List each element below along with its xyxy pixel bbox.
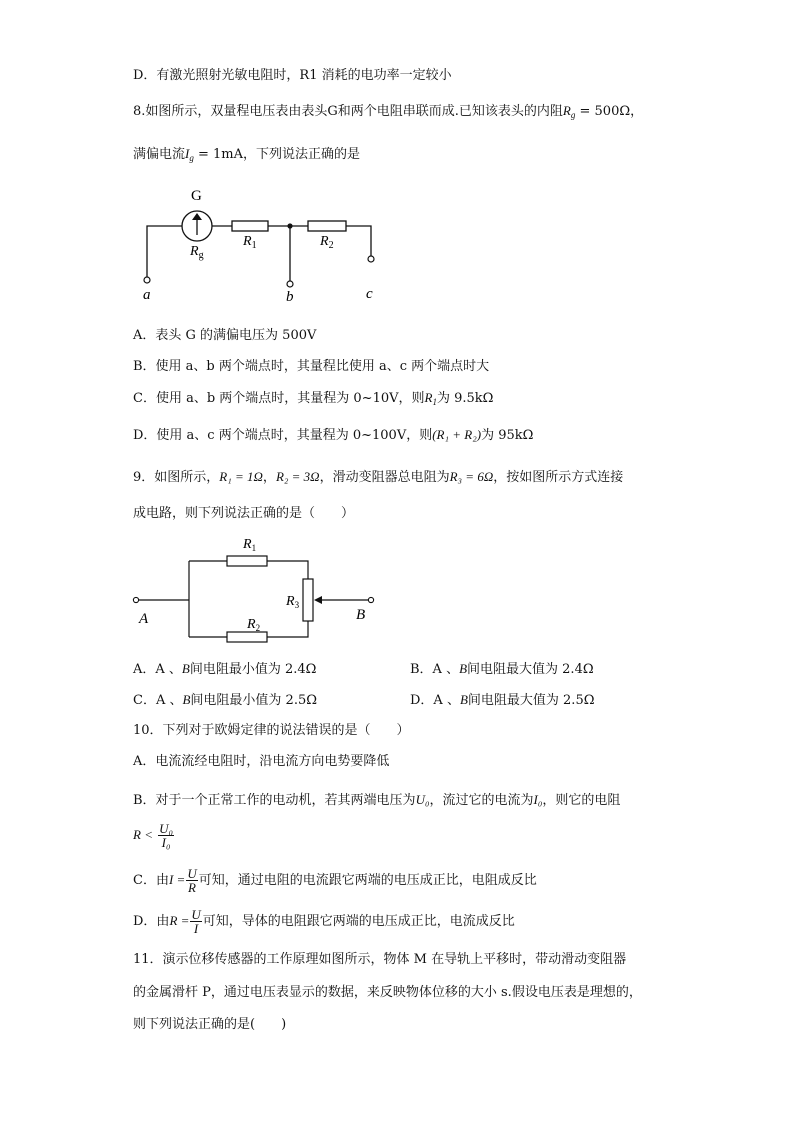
q8-option-c-text1: C．使用 a、b 两个端点时，其量程为 0~10V，则	[133, 391, 425, 406]
q10-option-b-text3: ，则它的电阻	[542, 793, 621, 808]
q10-option-d-lhs: R =	[169, 913, 190, 928]
q9-stem-text3: ，按如图所示方式连接	[493, 470, 624, 485]
q8-rg-value: = 500Ω，	[575, 104, 644, 119]
q9-option-c-text: 间电阻最小值为 2.5Ω	[190, 693, 318, 708]
q10-option-c	[133, 865, 537, 896]
q9-r3: R₃ = 6Ω	[449, 469, 494, 484]
terminal-b-dot	[287, 281, 293, 287]
q9-option-a-text: 间电阻最小值为 2.4Ω	[189, 662, 317, 677]
q10-option-d-den: I	[193, 921, 199, 936]
q8-option-d-expr: (R₁ + R₂)	[432, 427, 482, 442]
q9-r2: R₂ = 3Ω	[275, 469, 320, 484]
q9-option-b-b: B	[459, 661, 468, 676]
q9-option-b-text: 间电阻最大值为 2.4Ω	[467, 662, 594, 677]
q9-option-a	[133, 659, 316, 680]
meter-res-label: $R_g$	[190, 244, 204, 261]
q11-stem-line1: 11．演示位移传感器的工作原理如图所示，物体 M 在导轨上平移时，带动滑动变阻器	[133, 952, 627, 967]
q10-option-d-num: U	[191, 907, 201, 922]
q9-stem-text1: 9．如图所示，	[133, 470, 220, 485]
q9-sep: ，	[262, 470, 276, 485]
q9-stem-line1	[133, 467, 623, 488]
arrow-up-icon	[192, 213, 202, 220]
q10-option-c-fraction	[186, 867, 197, 894]
q9-option-a-prefix: A．A 、	[133, 662, 182, 677]
r2-label: $R_2$	[320, 234, 334, 251]
q9-option-d	[410, 690, 595, 711]
q9-option-d-b: B	[459, 692, 468, 707]
q10-option-c-text1: C．由	[133, 873, 169, 888]
junction-dot	[287, 223, 292, 228]
q10-option-c-text2: 可知，通过电阻的电流跟它两端的电压成正比，电阻成反比	[198, 873, 537, 888]
q10-option-a: A．电流流经电阻时，沿电流方向电势要降低	[133, 754, 390, 769]
q10-formula-fraction	[158, 822, 174, 849]
q8-stem-text2: 满偏电流	[133, 147, 186, 162]
q10-option-b-formula	[133, 822, 175, 849]
terminal-b-label: b	[286, 289, 294, 305]
meter-label: G	[191, 188, 202, 204]
q7-option-d: D．有激光照射光敏电阻时，R1 消耗的电功率一定较小	[133, 68, 452, 83]
q8-option-b: B．使用 a、b 两个端点时，其量程比使用 a、c 两个端点时大	[133, 359, 490, 374]
resistor-r1	[232, 221, 268, 231]
r1-label: $R_1$	[243, 537, 257, 553]
q8-option-a: A．表头 G 的满偏电压为 500V	[133, 328, 317, 343]
q9-stem-text2: ，滑动变阻器总电阻为	[319, 470, 450, 485]
q10-option-c-lhs: I =	[168, 872, 186, 887]
q8-circuit-diagram	[135, 180, 395, 310]
terminal-a-dot	[144, 277, 150, 283]
q10-option-d-fraction	[190, 908, 201, 935]
resistor-r1	[227, 556, 267, 566]
resistor-r3-rheostat	[303, 579, 313, 621]
q8-option-d-text2: 为 95kΩ	[481, 428, 534, 443]
q9-r1: R₁ = 1Ω	[219, 469, 263, 484]
q8-option-c	[133, 388, 493, 412]
q8-stem-line1	[133, 101, 643, 125]
q9-option-b-prefix: B．A 、	[410, 662, 460, 677]
q9-option-b	[410, 659, 594, 680]
q8-stem-text3: ，下列说法正确的是	[243, 147, 361, 162]
resistor-r2	[308, 221, 346, 231]
q10-option-b-i0: I₀	[533, 792, 543, 807]
q9-stem-line2: 成电路，则下列说法正确的是（ ）	[133, 506, 355, 521]
terminal-c-label: c	[366, 286, 373, 302]
q8-ig-value: = 1mA	[193, 147, 244, 162]
q10-option-d	[133, 906, 515, 937]
r3-label: $R_3$	[286, 594, 300, 610]
q10-option-b-text1: B．对于一个正常工作的电动机，若其两端电压为	[133, 793, 416, 808]
q10-option-b-u0: U₀	[415, 792, 430, 807]
q8-stem-text: 8.如图所示，双量程电压表由表头G和两个电阻串联而成.已知该表头的内阻	[133, 104, 563, 119]
q9-option-d-text: 间电阻最大值为 2.5Ω	[467, 693, 595, 708]
terminal-a-label: A	[139, 611, 149, 627]
q8-option-c-text2: 为 9.5kΩ	[436, 391, 494, 406]
terminal-a-dot	[133, 597, 138, 602]
terminal-a-label: a	[143, 287, 151, 303]
q9-option-c	[133, 690, 317, 711]
q8-rg-sub: g	[570, 110, 576, 120]
q9-circuit-diagram	[128, 532, 378, 644]
q11-stem-line3: 则下列说法正确的是( )	[133, 1017, 287, 1032]
terminal-c-dot	[368, 256, 374, 262]
q8-option-c-sub: 1	[432, 397, 437, 407]
q10-option-c-num: U	[187, 866, 197, 881]
q9-option-c-b: B	[182, 692, 191, 707]
r2-label: $R_2$	[247, 617, 261, 633]
q10-option-b-text2: ，流过它的电流为	[429, 793, 534, 808]
q10-option-d-text2: 可知，导体的电阻跟它两端的电压成正比，电流成反比	[202, 914, 515, 929]
q10-option-b	[133, 790, 620, 811]
q10-option-c-den: R	[188, 880, 196, 895]
q11-stem-line2: 的金属滑杆 P，通过电压表显示的数据，来反映物体位移的大小 s.假设电压表是理想的，	[133, 985, 642, 1000]
q8-option-d	[133, 425, 533, 446]
q9-option-d-prefix: D．A 、	[410, 693, 460, 708]
q9-option-c-prefix: C．A 、	[133, 693, 183, 708]
q8-ig-sub: g	[189, 153, 194, 163]
slider-arrow-icon	[314, 596, 322, 604]
q8-rg-symbol: R	[562, 103, 571, 118]
q10-formula-den: I₀	[161, 835, 171, 850]
terminal-b-label: B	[356, 607, 366, 623]
q8-ig-symbol: I	[185, 146, 190, 161]
resistor-r2	[227, 632, 267, 642]
q8-option-d-text1: D．使用 a、c 两个端点时，其量程为 0~100V，则	[133, 428, 433, 443]
q10-formula-num: U₀	[159, 821, 174, 836]
terminal-b-dot	[368, 597, 373, 602]
q9-option-a-b: B	[181, 661, 190, 676]
q8-stem-line2	[133, 144, 360, 168]
r1-label: $R_1$	[243, 234, 257, 251]
q8-option-c-symbol: R	[424, 390, 433, 405]
q10-option-d-text1: D．由	[133, 914, 170, 929]
q10-formula-lhs: R <	[133, 827, 153, 842]
q10-stem: 10．下列对于欧姆定律的说法错误的是（ ）	[133, 723, 410, 738]
